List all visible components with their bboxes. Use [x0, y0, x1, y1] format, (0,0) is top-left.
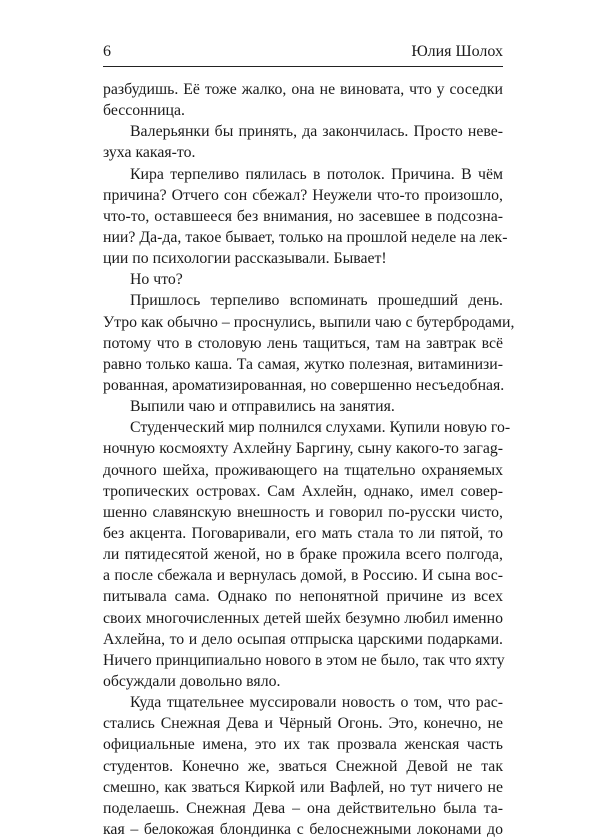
running-title: Юлия Шолох	[411, 43, 503, 60]
text-line: что-то, оставшееся без внимания, но засевшее в подсозна-	[103, 207, 503, 225]
text-line: обсуждали довольно вяло.	[103, 672, 281, 690]
text-line: Валерьянки бы принять, да закончилась. Просто неве-	[130, 123, 503, 141]
text-line: поделаешь. Снежная Дева – она действительно была та-	[103, 799, 503, 817]
text-line: смешно, как зваться Киркой или Вафлей, но тут ничего не	[103, 778, 503, 796]
text-line: потому что в столовую лень тащиться, там на завтрак всё	[103, 334, 503, 352]
text-line: кая – белокожая блондинка с белоснежными локонами до	[103, 820, 503, 838]
text-line: ночную космояхту Ахлейну Баргину, сыну какого-то загаg-	[103, 440, 503, 458]
text-line: зуха какая-то.	[103, 144, 196, 162]
paragraph	[103, 164, 508, 270]
text-line: а после сбежала и вернулась домой, в Россию. И сына вос-	[103, 567, 503, 585]
text-line: причина? Отчего сон сбежал? Неужели что-то произошло,	[103, 186, 503, 204]
text-line: Ничего принципиально нового в этом не было, так что яхту	[103, 651, 505, 669]
running-head	[103, 42, 503, 62]
text-line: рованная, ароматизированная, но совершенно несъедобная.	[103, 376, 505, 394]
page-number: 6	[103, 43, 111, 60]
text-line: Утро как обычно – проснулись, выпили чаю с бутербродами,	[103, 313, 515, 331]
text-line: равно только каша. Та самая, жутко полезная, витаминизи-	[103, 355, 503, 373]
text-line: разбудишь. Её тоже жалко, она не виновата, что у соседки	[103, 81, 503, 98]
text-line: Выпили чаю и отправились на занятия.	[130, 398, 395, 416]
text-line: своих многочисленных детей шейх безумно любил именно	[103, 609, 503, 627]
text-line: официальные имена, это их так прозвала женская часть	[103, 736, 503, 754]
text-line: дочного шейха, проживающего на тщательно охраняемых	[103, 461, 503, 479]
text-line: нии? Да-да, такое бывает, только на прошлой неделе на лек-	[103, 228, 508, 246]
text-line: без акцента. Поговаривали, его мать стала то ли пятой, то	[103, 524, 503, 542]
text-line: шенно славянскую внешность и говорил по-русски чисто,	[103, 503, 503, 521]
text-line: студентов. Конечно же, зваться Снежной Девой не так	[103, 757, 503, 775]
text-line: тропических островах. Сам Ахлейн, однако, имел совер-	[103, 482, 503, 500]
text-line: ции по психологии рассказывали. Бывает!	[103, 250, 387, 268]
text-line: Студенческий мир полнился слухами. Купили новую го-	[130, 419, 511, 437]
text-line: стались Снежная Дева и Чёрный Огонь. Это, конечно, не	[103, 715, 503, 733]
text-line: Но что?	[130, 271, 183, 289]
body-text	[103, 79, 515, 840]
text-line: бессонница.	[103, 102, 185, 120]
paragraph	[103, 396, 503, 417]
text-line: Куда тщательнее муссировали новость о том, что рас-	[130, 694, 503, 712]
header-rule	[103, 66, 503, 67]
paragraph	[103, 121, 503, 163]
paragraph	[103, 269, 503, 290]
text-line: Пришлось терпеливо вспоминать прошедший день.	[130, 292, 503, 310]
paragraph	[103, 79, 503, 121]
text-line: Ахлейна, то и дело осыпая отпрыска царскими подарками.	[103, 630, 503, 648]
paragraph	[103, 290, 515, 396]
text-line: Кира терпеливо пялилась в потолок. Причина. В чём	[130, 165, 503, 183]
paragraph	[103, 692, 503, 840]
text-line: ли пятидесятой женой, но в браке прожила всего полгода,	[103, 546, 503, 564]
text-line: питывала сама. Однако по непонятной причине из всех	[103, 588, 503, 606]
paragraph	[103, 417, 511, 692]
